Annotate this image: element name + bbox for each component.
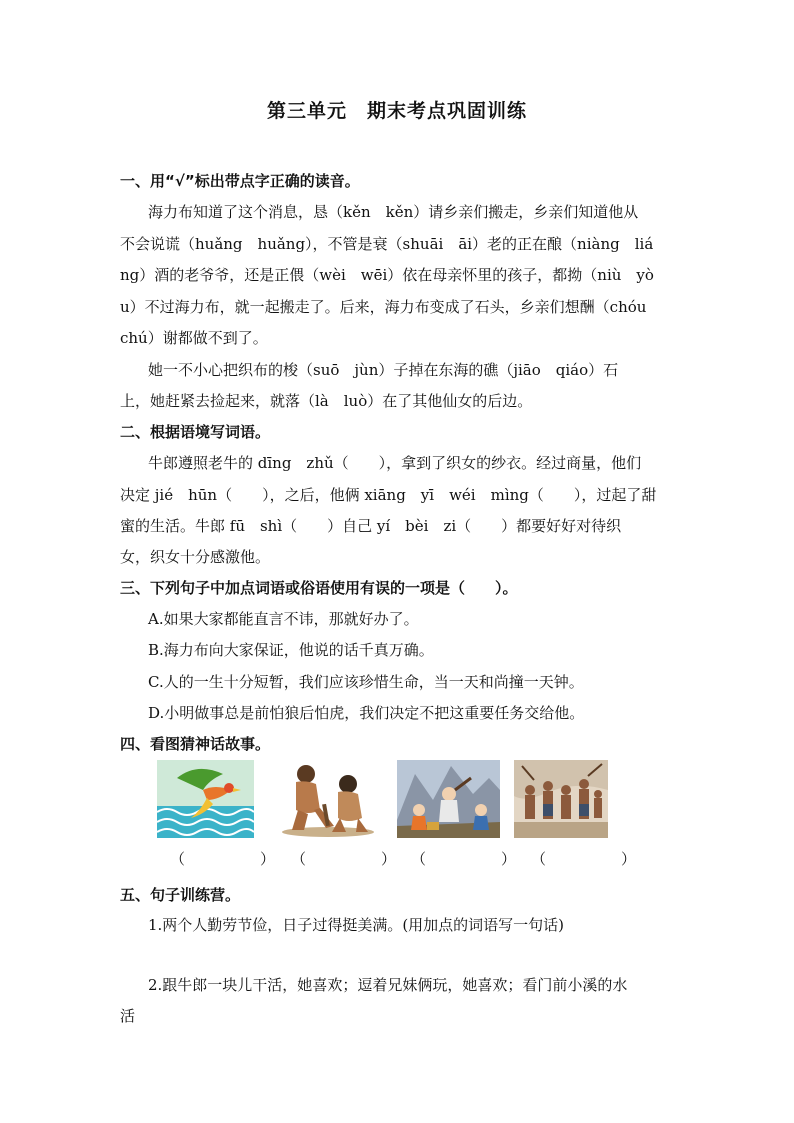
s5-question-2-cont: 活 <box>120 1007 136 1025</box>
s1-line-3: u）不过海力布，就一起搬走了。后来，海力布变成了石头，乡亲们想酬（chóu <box>120 298 647 316</box>
page-title: 第三单元 期末考点巩固训练 <box>266 100 527 122</box>
s3-option-d: D.小明做事总是前怕狼后怕虎，我们决定不把这重要任务交给他。 <box>148 704 585 722</box>
answer-blank-4[interactable]: （ ） <box>531 850 637 868</box>
s1-line-2: ng）酒的老爷爷，还是正偎（wèi wēi）依在母亲怀里的孩子，都拗（niù yò <box>120 266 654 284</box>
section-3-heading: 三、下列句子中加点词语或俗语使用有误的一项是（ ）。 <box>120 579 518 597</box>
s3-option-a: A.如果大家都能直言不讳，那就好办了。 <box>148 610 419 628</box>
bird-over-sea-illustration <box>157 760 254 838</box>
s3-option-c: C.人的一生十分短暂，我们应该珍惜生命，当一天和尚撞一天钟。 <box>148 673 584 691</box>
section-5-heading: 五、句子训练营。 <box>120 886 241 904</box>
s1-line-6: 上，她赶紧去捡起来，就落（là luò）在了其他仙女的后边。 <box>120 392 533 410</box>
s5-question-2: 2.跟牛郎一块儿干活，她喜欢；逗着兄妹俩玩，她喜欢；看门前小溪的水 <box>148 976 628 994</box>
s1-line-5: 她一不小心把织布的梭（suō jùn）子掉在东海的礁（jiāo qiáo）石 <box>148 361 619 379</box>
myth-pictures <box>157 760 677 840</box>
s5-question-1: 1.两个人勤劳节俭，日子过得挺美满。(用加点的词语写一句话) <box>148 916 565 934</box>
answer-blank-1[interactable]: （ ） <box>170 850 276 868</box>
section-1-heading: 一、用“√”标出带点字正确的读音。 <box>120 172 360 190</box>
s2-line-1: 决定 jié hūn（ ），之后，他俩 xiāng yī wéi mìng（ ），过起了甜 <box>120 486 657 504</box>
s2-line-0: 牛郎遵照老牛的 dīng zhǔ（ ），拿到了织女的纱衣。经过商量，他们 <box>148 454 642 472</box>
s2-line-3: 女，织女十分感激他。 <box>120 548 271 566</box>
section-4-heading: 四、看图猜神话故事。 <box>120 735 271 753</box>
s3-option-b: B.海力布向大家保证，他说的话千真万确。 <box>148 641 434 659</box>
ancient-people-illustration <box>514 760 608 838</box>
answer-blank-2[interactable]: （ ） <box>291 850 397 868</box>
making-fire-illustration <box>276 760 378 838</box>
s2-line-2: 蜜的生活。牛郎 fū shì（ ）自己 yí bèi zi（ ）都要好好对待织 <box>120 517 622 535</box>
s1-line-4: chú）谢都做不到了。 <box>120 329 268 347</box>
moving-mountains-illustration <box>397 760 500 838</box>
section-2-heading: 二、根据语境写词语。 <box>120 423 271 441</box>
answer-blank-3[interactable]: （ ） <box>411 850 517 868</box>
s1-line-1: 不会说谎（huǎng huǎng），不管是衰（shuāi āi）老的正在酿（niàng liá <box>120 235 654 253</box>
s1-line-0: 海力布知道了这个消息，恳（kěn kěn）请乡亲们搬走，乡亲们知道他从 <box>148 203 639 221</box>
